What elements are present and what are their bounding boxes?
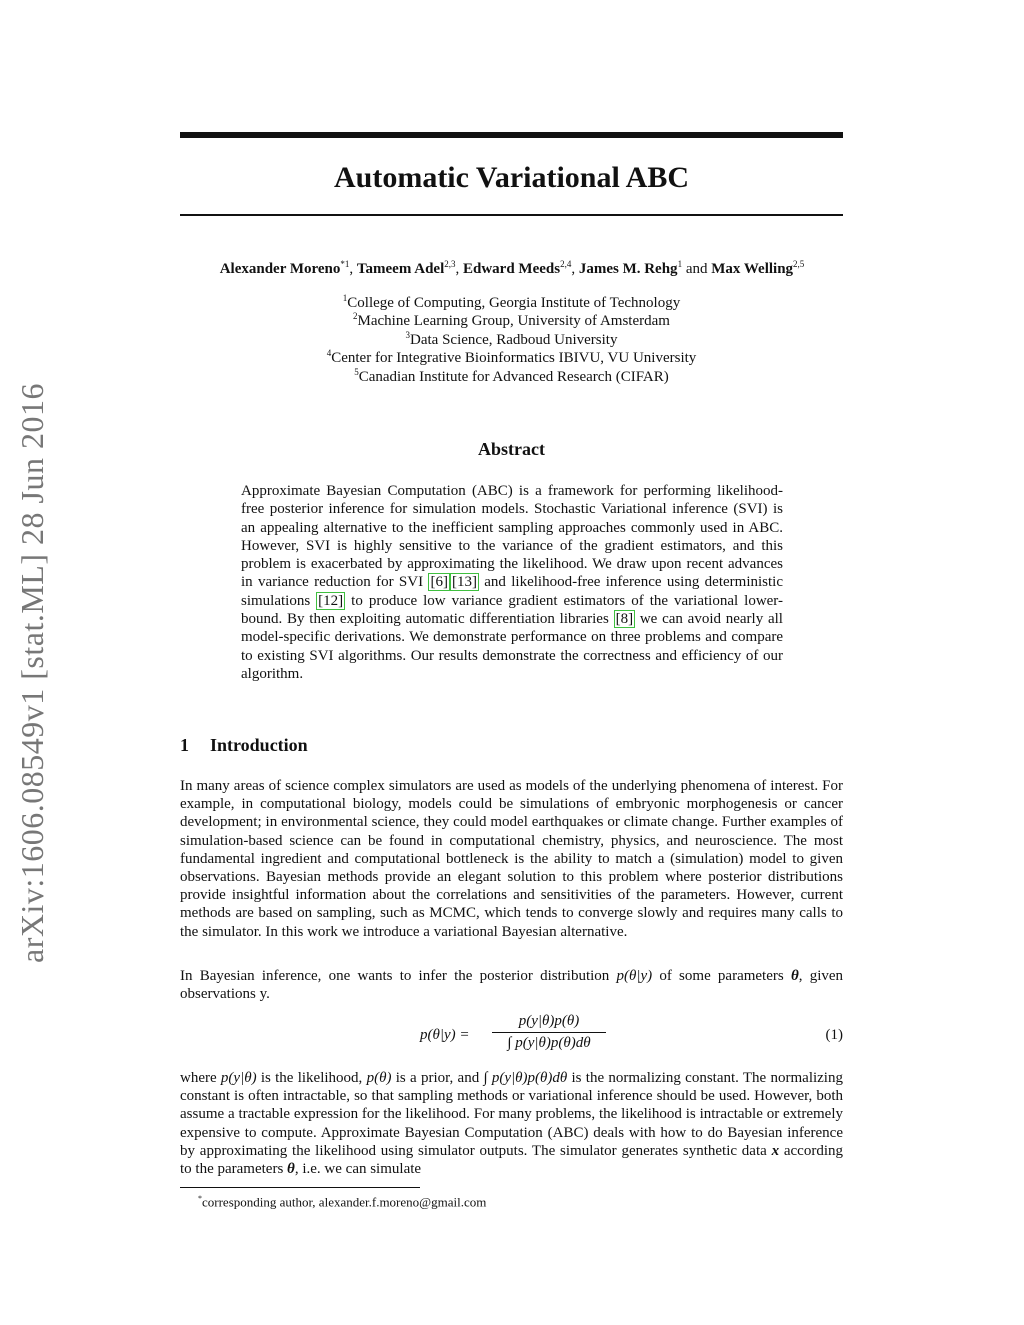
math-inline: p(y|θ) [220,1070,257,1086]
abstract-text: and likelihood-free inference using deterministic simulations [241,574,783,609]
affiliation [180,331,843,349]
affil-mark: 2 [353,311,358,322]
math-inline: θ [790,968,799,984]
math-inline: p(θ) [366,1070,392,1086]
affil-text: Canadian Institute for Advanced Research (CIFAR) [358,368,669,385]
affil-mark: 5 [354,366,359,377]
citation-link[interactable]: [6] [430,574,448,591]
intro-paragraph: In many areas of science complex simulators are used as models of the underlying phenomena of interest. For example, in computational biology, models could be simulations of embryonic morphogenesis or cancer development; in environmental science, they could model earthquakes or climate change. Further examples of simulation-based science can be found in computational chemistry, physics, and neuroscience. The most fundamental ingredient and computational bottleneck is the ability to match a (simulation) model to given observations. Bayesian methods provide an elegant solution to this problem where posterior distributions provide insightful information about the correlations and sensitivities of the parameters. However, current methods are based on sampling, such as MCMC, which tends to converge slowly and requires many calls to the simulator. In this work we introduce a variational Bayesian alternative. [180,778,843,940]
author-name: James M. Rehg [578,261,678,277]
equation-fraction [492,1013,606,1052]
citation-link[interactable]: [12] [318,592,344,609]
math-inline: θ [287,1161,295,1178]
author-conjunction: and [685,261,708,277]
equation-number: (1) [825,1027,843,1043]
equation-lhs: p(θ|y) = [420,1027,470,1043]
author-name: Tameem Adel [356,261,445,277]
citation-link[interactable]: [8] [615,611,634,628]
equation-denominator: ∫ p(y|θ)p(θ)dθ [507,1035,591,1051]
bayes-paragraph: In Bayesian inference, one wants to infer the posterior distribution p(θ|y) of some parameters θ, given observations y. [180,968,844,1003]
author-affil-mark: 2,3 [444,259,456,269]
footnote-rule [180,1187,420,1188]
abstract-text: we can avoid nearly all model-specific derivations. We demonstrate performance on three problems and compare to existing SVI algorithms. Our results demonstrate the correctness and efficiency of our algorithm. [241,611,783,682]
footnote-mark: * [198,1194,202,1203]
affiliation [180,312,843,330]
section-number: 1 [180,735,189,755]
abstract-text: to produce low variance gradient estimators of the variational lower-bound. By then exploiting automatic differentiation libraries [241,592,783,628]
section-heading [180,735,308,756]
author-affil-mark: 2,5 [793,259,805,269]
equation-1 [180,1013,843,1061]
affiliation [180,349,843,367]
author-name: Max Welling [711,261,794,277]
math-inline: y [259,986,267,1003]
title-rule-top [180,132,843,138]
author-affil-mark: 1 [677,259,683,269]
math-inline: ∫ p(y|θ)p(θ)dθ [483,1070,568,1086]
affil-text: Machine Learning Group, University of Amsterdam [357,313,670,330]
title-rule-bottom [180,214,843,216]
affiliation [180,294,843,312]
author-name: Alexander Moreno [219,261,341,277]
abstract-text: Approximate Bayesian Computation (ABC) is a framework for performing likelihood-free posterior inference for simulation models. Stochastic Variational inference (SVI) is an appealing alternative to the inefficient sampling approaches commonly used in ABC. However, SVI is highly sensitive to the variance of the gradient estimators, and this problem is exacerbated by approximating the likelihood. We draw upon recent advances in variance reduction for SVI [241,483,783,591]
author-name: Edward Meeds [462,261,561,277]
abstract-heading: Abstract [478,439,545,459]
affil-text: College of Computing, Georgia Institute of Technology [347,295,681,311]
footnote [198,1190,486,1210]
affil-mark: 4 [326,348,332,359]
math-inline: p(θ|y) [616,968,653,984]
affil-text: Center for Integrative Bioinformatics IBIVU, VU University [331,350,697,367]
paper-title: Automatic Variational ABC [333,161,690,194]
likelihood-paragraph: where p(y|θ) is the likelihood, p(θ) is a prior, and ∫ p(y|θ)p(θ)dθ is the normalizing constant. The normalizing constant is often intractable, so that sampling methods or variational inference should be used. However, both assume a tractable expression for the likelihood. For many problems, the likelihood is intractable or extremely expensive to compute. Approximate Bayesian Computation (ABC) deals with how to do Bayesian inference by approximating the likelihood using simulator outputs. The simulator generates synthetic data x according to the parameters θ, i.e. we can simulate [180,1070,843,1178]
arxiv-stamp: arXiv:1606.08549v1 [stat.ML] 28 Jun 2016 [14,383,50,963]
author-affil-mark: *1 [340,259,350,269]
section-title: Introduction [210,735,308,755]
math-inline: x [771,1142,780,1159]
footnote-text: corresponding author, alexander.f.moreno@gmail.com [202,1194,487,1210]
affiliation-list [180,294,843,386]
equation-numerator: p(y|θ)p(θ) [492,1013,606,1033]
abstract-body [241,482,783,683]
citation-link[interactable]: [13] [451,574,477,591]
author-list: Alexander Moreno$^{*1}$, Tameem Adel$^{2,3}$, Edward Meeds$^{2,4}$, James M. Rehg$^1$ and Max Welling$^{2,5}$ [219,259,805,277]
affil-mark: 3 [405,329,411,340]
affiliation [180,368,843,386]
author-affil-mark: 2,4 [560,259,572,269]
affil-text: Data Science, Radboud University [410,331,618,348]
affil-mark: 1 [342,293,348,303]
